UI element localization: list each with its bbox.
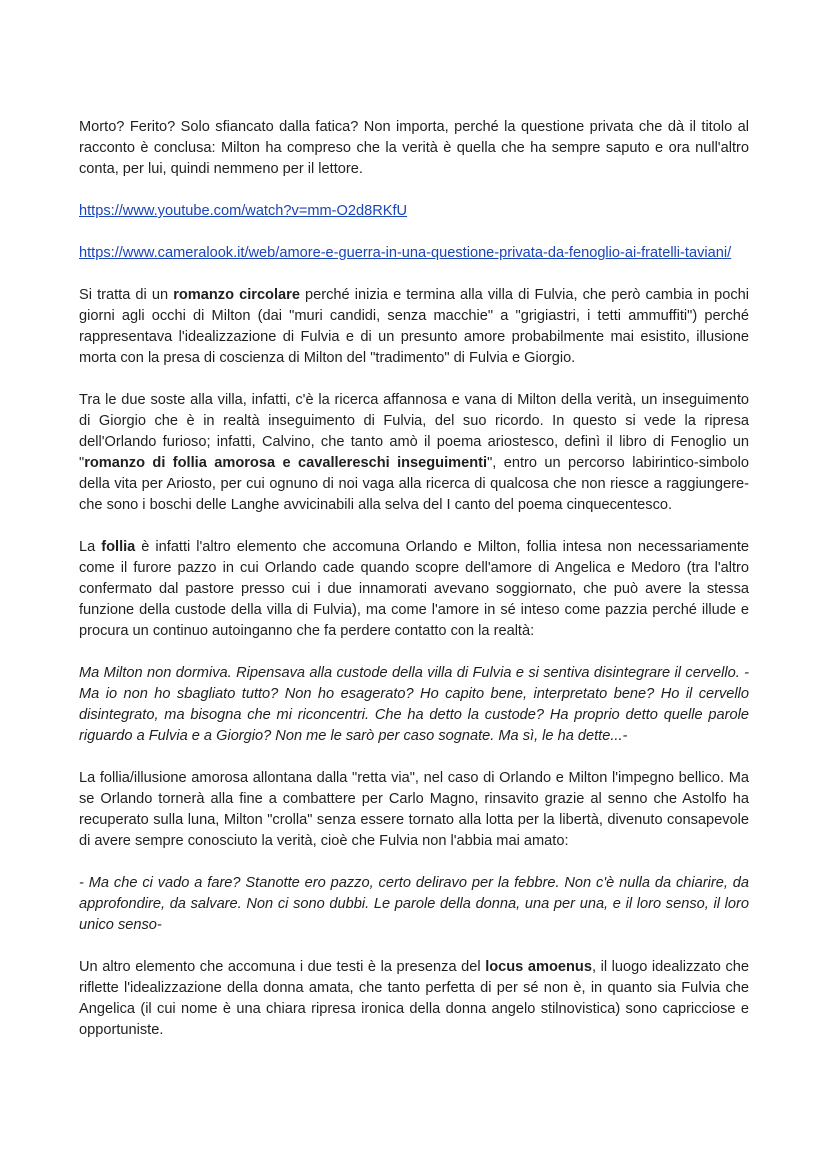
text-span: Tra le due soste alla villa, infatti, c'è la ricerca affannosa e vana di Milton della verità, un inseguimento di Giorgio che è in realtà inseguimento di Fulvia, del suo ricordo. In questo si vede la ripresa dell'Orlando furioso; infatti, Calvino, che tanto amò il poema ariostesco, definì il libro di Fenoglio un " [79,392,749,471]
text-span: La [79,539,102,555]
youtube-link[interactable]: https://www.youtube.com/watch?v=mm-O2d8RKfU [79,203,408,219]
paragraph-retta-via: La follia/illusione amorosa allontana dalla "retta via", nel caso di Orlando e Milton l'impegno bellico. Ma se Orlando tornerà alla fine a combattere per Carlo Magno, rinsavito grazie al senno che Astolfo ha recuperato sulla luna, Milton "crolla" senza essere tornato alla lotta per la libertà, divenuto consapevole di avere sempre conosciuto la verità, cioè che Fulvia non l'abbia mai amato: [79,770,749,849]
bold-term-romanzo-di-follia: romanzo di follia amorosa e cavallereschi inseguimenti [84,455,488,471]
link-paragraph-youtube [79,201,749,222]
paragraph-orlando-furioso [79,390,749,516]
text-span: ", entro un percorso labirintico-simbolo della vita per Ariosto, per cui ognuno di noi vaga alla ricerca di qualcosa che non riesce a raggiungere- che sono i boschi delle Langhe avvicinabili alla selva del I canto del poema cinquecentesco. [79,455,749,513]
bold-term-romanzo-circolare: romanzo circolare [173,287,300,303]
quote-che-ci-vado-a-fare: - Ma che ci vado a fare? Stanotte ero pazzo, certo deliravo per la febbre. Non c'è nulla da chiarire, da approfondire, da salvare. Non ci sono dubbi. Le parole della donna, una per una, e il loro senso, il loro unico senso- [79,875,749,933]
text-span: , il luogo idealizzato che riflette l'idealizzazione della donna amata, che tanto perfetta di per sé non è, in quanto sia Fulvia che Angelica (il cui nome è una chiara ripresa ironica della donna angelo stilnovistica) sono capricciose e opportuniste. [79,959,749,1038]
bold-term-locus-amoenus: locus amoenus [485,959,592,975]
paragraph-locus-amoenus [79,957,749,1041]
text-span: è infatti l'altro elemento che accomuna Orlando e Milton, follia intesa non necessariamente come il furore pazzo in cui Orlando cade quando scopre dell'amore di Angelica e Medoro (tra l'altro confermato dal pastore presso cui i due innamorati avevano soggiornato, che può avere la stessa funzione della custode della villa di Fulvia), ma come l'amore in sé inteso come pazzia perché illude e procura un continuo autoinganno che fa perdere contatto con la realtà: [79,539,749,639]
link-paragraph-cameralook [79,243,749,264]
paragraph-follia [79,537,749,642]
paragraph-romanzo-circolare [79,285,749,369]
paragraph-intro: Morto? Ferito? Solo sfiancato dalla fatica? Non importa, perché la questione privata che dà il titolo al racconto è conclusa: Milton ha compreso che la verità è quella che ha sempre saputo e ora null'altro conta, per lui, quindi nemmeno per il lettore. [79,119,749,177]
cameralook-link[interactable]: https://www.cameralook.it/web/amore-e-guerra-in-una-questione-privata-da-fenoglio-ai-fratelli-taviani/ [79,245,732,261]
text-span: Si tratta di un [79,287,174,303]
text-span: perché inizia e termina alla villa di Fulvia, che però cambia in pochi giorni agli occhi di Milton (dai "muri candidi, senza macchie" a "grigiastri, i tetti ammuffiti") perché rappresentava l'idealizzazione di Fulvia e di un presunto amore probabilmente mai esistito, illusione morta con la presa di coscienza di Milton del "tradimento" di Fulvia e Giorgio. [79,287,749,366]
quote-milton-dormiva: Ma Milton non dormiva. Ripensava alla custode della villa di Fulvia e si sentiva disintegrare il cervello. -Ma io non ho sbagliato tutto? Non ho esagerato? Ho capito bene, interpretato bene? Ho il cervello disintegrato, ma bisogna che mi riconcentri. Che ha detto la custode? Ha proprio detto quelle parole riguardo a Fulvia e a Giorgio? Non me le sarò per caso sognate. Ma sì, le ha dette...- [79,665,749,744]
bold-term-follia: follia [101,539,136,555]
text-span: Un altro elemento che accomuna i due testi è la presenza del [79,959,486,975]
